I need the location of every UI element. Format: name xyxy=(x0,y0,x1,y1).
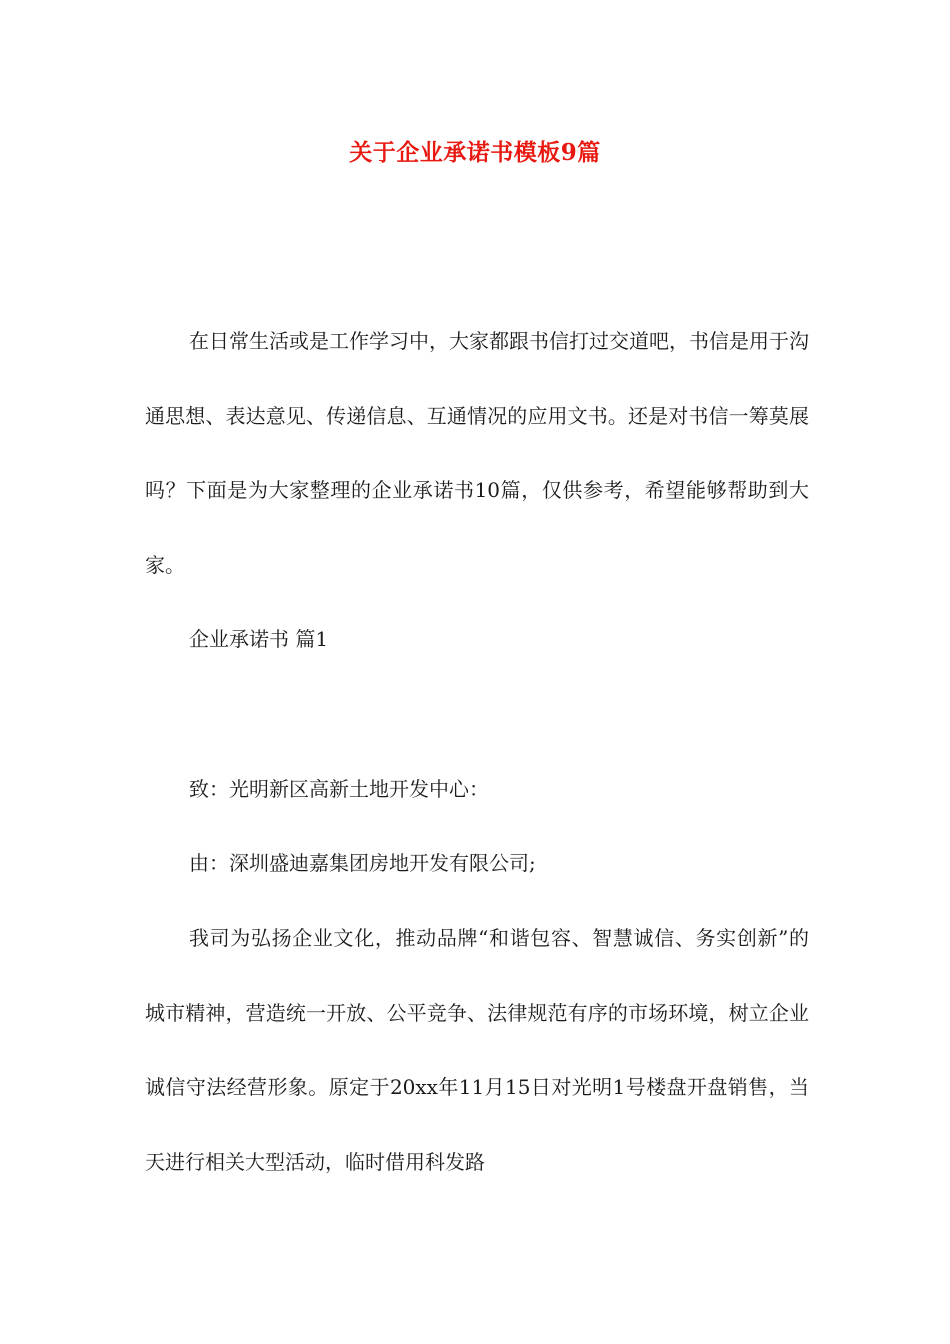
sender-line: 由：深圳盛迪嘉集团房地开发有限公司; xyxy=(189,851,536,875)
intro-paragraph: 在日常生活或是工作学习中，大家都跟书信打过交道吧，书信是用于沟通思想、表达意见、传递信息、互通情况的应用文书。还是对书信一筹莫展吗？下面是为大家整理的企业承诺书10篇，仅供参考，希望能够帮助到大家。 xyxy=(145,329,809,577)
section-heading: 企业承诺书 篇1 xyxy=(189,627,329,651)
body-paragraph: 我司为弘扬企业文化，推动品牌“和谐包容、智慧诚信、务实创新”的城市精神，营造统一开放、公平竞争、法律规范有序的市场环境，树立企业诚信守法经营形象。原定于20xx年11月15日对光明1号楼盘开盘销售，当天进行相关大型活动，临时借用科发路 xyxy=(145,926,809,1174)
recipient-line: 致：光明新区高新土地开发中心： xyxy=(189,777,489,801)
document-title: 关于企业承诺书模板9篇 xyxy=(349,139,601,166)
